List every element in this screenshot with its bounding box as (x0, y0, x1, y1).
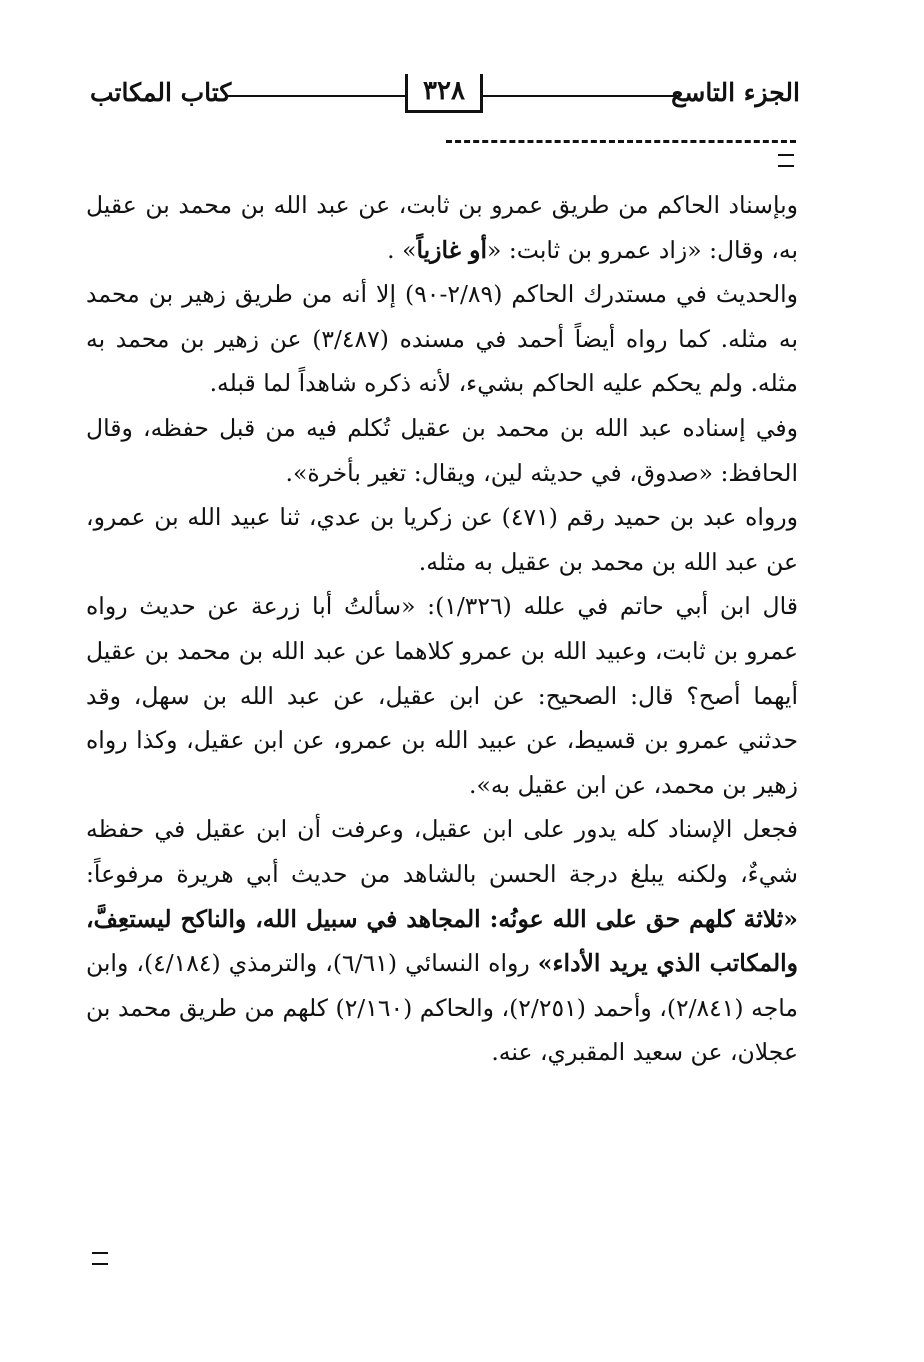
paragraph-text: » . (387, 235, 417, 264)
header-rule-right (480, 95, 675, 97)
page-body (86, 183, 798, 1075)
paragraph-text: فجعل الإسناد كله يدور على ابن عقيل، وعرفت أن ابن عقيل في حفظه شيءٌ، ولكنه يبلغ درجة الحسن بالشاهد من حديث أبي هريرة مرفوعاً: (86, 815, 798, 888)
paragraph-4: ورواه عبد بن حميد رقم (٤٧١) عن زكريا بن عدي، ثنا عبيد الله بن عمرو، عن عبد الله بن محمد بن عقيل به مثله. (86, 503, 798, 576)
paragraph-6 (86, 807, 798, 1075)
double-line-mark-bottom (92, 1252, 108, 1265)
bold-hadith-quote: «ثلاثة كلهم حق على الله عونُه: المجاهد في سبيل الله، والناكح ليستعِفَّ، والمكاتب الذي يريد الأداء» (86, 904, 798, 978)
bold-quote: أو غازياً (416, 235, 488, 264)
page-number: ٣٢٨ (405, 74, 483, 113)
header-book-title: كتاب المكاتب (90, 78, 232, 107)
paragraph-text: رواه النسائي (٦/٦١)، والترمذي (٤/١٨٤)، وابن ماجه (٢/٨٤١)، وأحمد (٢/٢٥١)، والحاكم (٢/١٦٠) كلهم من طريق محمد بن عجلان، عن سعيد المقبري، عنه. (86, 949, 798, 1067)
dashed-divider (446, 140, 796, 143)
page-header (90, 72, 800, 122)
paragraph-5: قال ابن أبي حاتم في علله (١/٣٢٦): «سألتُ أبا زرعة عن حديث رواه عمرو بن ثابت، وعبيد الله بن عمرو كلاهما عن عبد الله بن محمد بن عقيل أيهما أصح؟ قال: الصحيح: عن ابن عقيل، عن عبد الله بن سهل، وقد حدثني عمرو بن قسيط، عن عبيد الله بن عمرو، عن ابن عقيل، وكذا رواه زهير بن محمد، عن ابن عقيل به». (86, 592, 798, 799)
double-line-mark-top (778, 154, 794, 167)
paragraph-1 (86, 183, 798, 272)
paragraph-2: والحديث في مستدرك الحاكم (٢/٨٩-٩٠) إلا أنه من طريق زهير بن محمد به مثله. كما رواه أيضاً أحمد في مسنده (٣/٤٨٧) عن زهير بن محمد به مثله. ولم يحكم عليه الحاكم بشيء، لأنه ذكره شاهداً لما قبله. (86, 280, 799, 398)
paragraph-3: وفي إسناده عبد الله بن محمد بن عقيل تُكلم فيه من قبل حفظه، وقال الحافظ: «صدوق، في حديثه لين، ويقال: تغير بأخرة». (86, 413, 798, 487)
header-rule-left (225, 95, 405, 97)
header-part-title: الجزء التاسع (671, 78, 800, 107)
paragraph-text: وبإسناد الحاكم من طريق عمرو بن ثابت، عن عبد الله بن محمد بن عقيل به، وقال: «زاد عمرو بن ثابت: « (86, 191, 798, 264)
